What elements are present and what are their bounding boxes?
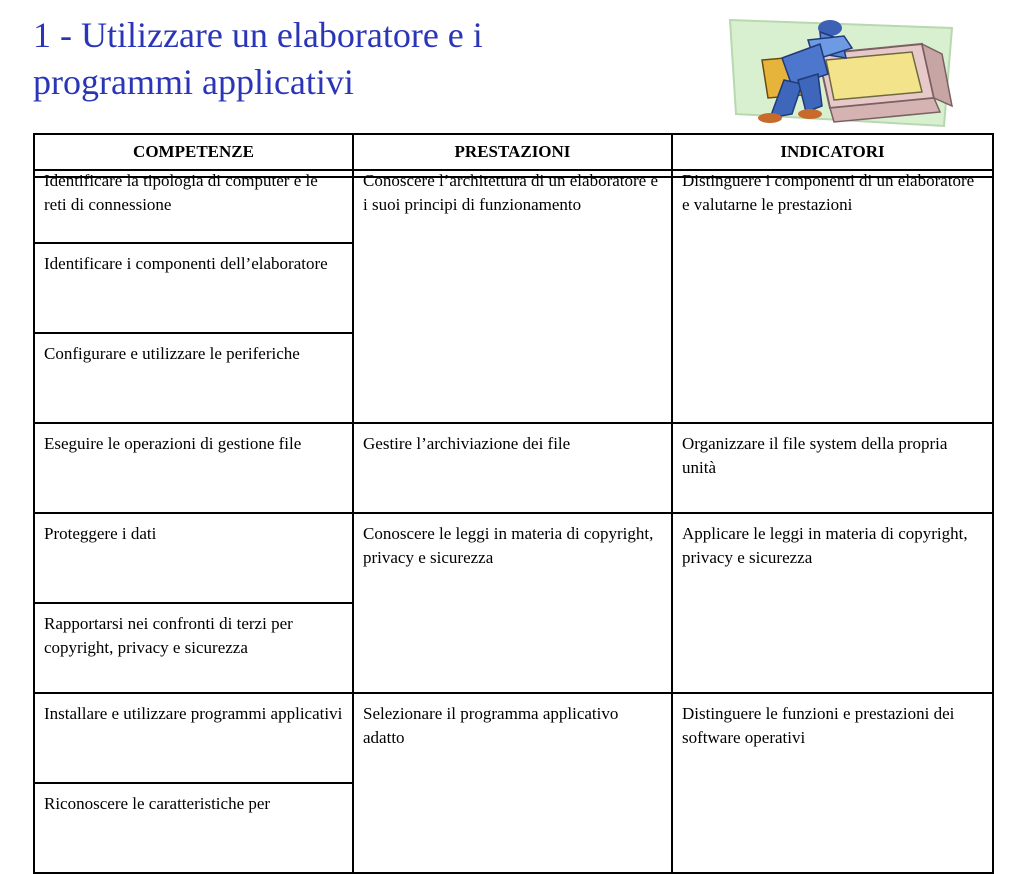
slide-title — [33, 12, 673, 106]
table-row — [34, 513, 993, 603]
competenza-cell — [34, 603, 353, 693]
competenza-text: Rapportarsi nei confronti di terzi per copyright, privacy e sicurezza — [44, 614, 293, 657]
indicatore-text: Distinguere i componenti di un elaboratore e valutarne le prestazioni — [682, 171, 975, 214]
competenza-text: Riconoscere le caratteristiche per — [44, 794, 271, 813]
competenza-cell — [34, 783, 353, 873]
competenza-cell — [34, 513, 353, 603]
competenza-text: Identificare la tipologia di computer e le reti di connessione — [44, 171, 318, 214]
prestazione-text: Selezionare il programma applicativo adatto — [363, 704, 619, 747]
competenza-text: Installare e utilizzare programmi applicativi — [44, 704, 343, 723]
table-row — [34, 693, 993, 783]
prestazione-text: Conoscere le leggi in materia di copyright, privacy e sicurezza — [363, 524, 654, 567]
table-header-row — [34, 134, 993, 170]
header-prestazioni: PRESTAZIONI — [353, 134, 672, 170]
header-indicatori: INDICATORI — [672, 134, 993, 170]
table-row — [34, 423, 993, 513]
indicatore-text: Organizzare il file system della propria unità — [682, 434, 948, 477]
prestazione-cell — [353, 171, 672, 423]
competence-table — [33, 133, 992, 813]
prestazione-text: Conoscere l’architettura di un elaboratore e i suoi principi di funzionamento — [363, 171, 659, 214]
competenza-text: Configurare e utilizzare le periferiche — [44, 344, 300, 363]
person-pushing-computer-clipart — [722, 14, 958, 130]
prestazione-cell — [353, 513, 672, 693]
competenza-cell — [34, 423, 353, 513]
prestazione-cell — [353, 423, 672, 513]
competenza-cell — [34, 171, 353, 243]
indicatore-cell — [672, 693, 993, 873]
competenza-cell — [34, 243, 353, 333]
title-line-2: programmi applicativi — [33, 62, 354, 102]
indicatore-text: Applicare le leggi in materia di copyright, privacy e sicurezza — [682, 524, 968, 567]
competenza-text: Eseguire le operazioni di gestione file — [44, 434, 302, 453]
prestazione-cell — [353, 693, 672, 873]
competenza-text: Proteggere i dati — [44, 524, 157, 543]
competenza-cell — [34, 693, 353, 783]
header-competenze: COMPETENZE — [34, 134, 353, 170]
indicatore-cell — [672, 423, 993, 513]
competenza-cell — [34, 333, 353, 423]
table-row — [34, 177, 993, 243]
competenza-text: Identificare i componenti dell’elaboratore — [44, 254, 328, 273]
indicatore-text: Distinguere le funzioni e prestazioni dei software operativi — [682, 704, 955, 747]
indicatore-cell — [672, 171, 993, 423]
prestazione-text: Gestire l’archiviazione dei file — [363, 434, 571, 453]
title-line-1: 1 - Utilizzare un elaboratore e i — [33, 15, 483, 55]
indicatore-cell — [672, 513, 993, 693]
